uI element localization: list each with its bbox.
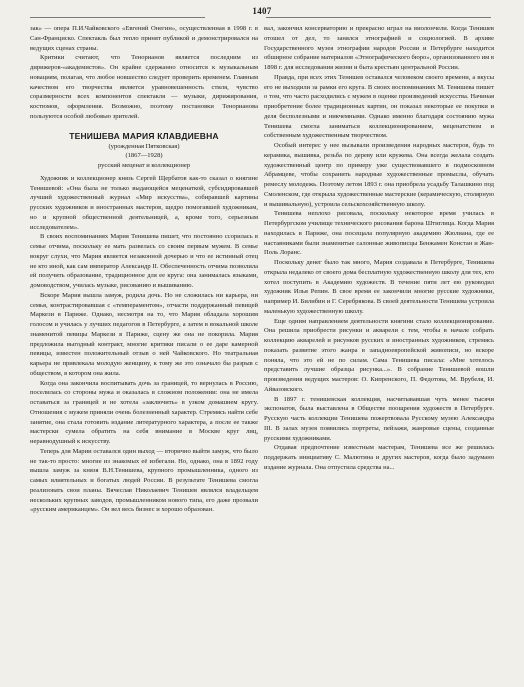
entry-heading [30, 130, 258, 171]
paragraph: Критики считают, что Тенорианов является последним из дирижеров-«академистов». Он крайне сдержанно относится к музыкальным новациям, полагая, что любое новшество следует проверить временем. Главным качеством его творчества является уравновешенность стиля, чувство соразмерности всех компонентов спектакля — музыки, дирижирования, костюмов, оформления. Возможно, поэтому постановки Тенорианова пользуются особой любовью зрителей. [30, 54, 258, 120]
paragraph: Тенишева неплохо рисовала, поскольку некоторое время училась в Петербургском училище технического рисования барона Штиглица. Когда Мария находилась в Париже, она посещала популярную академию Жюлиана, где ее наставниками были знаменитые салонные живописцы Бенжамен Констан и Жан-Поль Лоранс. [264, 210, 494, 257]
left-column [30, 24, 258, 515]
entry-years: (1867—1928) [125, 152, 163, 160]
paragraph: Особый интерес у нее вызывали произведения народных мастеров, будь то керамика, вышивка, резьба по дереву или кружева. Она всегда желала создать художественный центр по примеру уже существовавшего в подмосковном Абрамцеве, чтобы сохранить народные художественные промыслы, обучать ремеслу молодежь. Поэтому летом 1893 г. она приобрела усадьбу Талашкино под Смоленском, где открыла художественные мастерские (керамическую, столярную и вышивальную), устроила сельскохозяйственную школу. [264, 142, 494, 208]
paragraph: Теперь для Марии оставался один выход — вторично выйти замуж, что было не так-то просто: многие из знакомых её избегали. Но, однако, она в 1892 году вышла замуж за князя В.Н.Тенишева, крупного промышленника, одного из самых влиятельных и богатых людей России. В результате Тенишева смогла реализовать свои планы. Вячеслав Николаевич Тенишев являлся владельцем нескольких крупных заводов, промышленником нового типа, его даже прозвали «русским американцем». Он вел весь бизнес и хорошо образован. [30, 447, 258, 514]
right-column [264, 24, 494, 473]
header-rule-left [30, 17, 205, 18]
entry-name: ТЕНИШЕВА МАРИЯ КЛАВДИЕВНА [69, 130, 219, 141]
paragraph: вал, закончил консерваторию и прекрасно играл на виолончели. Когда Тенишев отошел от дел, то занялся этнографией и социологией. В архиве Государственного музея этнографии народов России и Петербурге находится обширное собрание материалов «Этнографического бюро», организованного им в 1898 г. для исследования жизни и быта крестьян центральной России. [264, 25, 494, 71]
paragraph: Отдавая предпочтение известным мастерам, Тенишева все же решилась поддержать инициативу С. Малютина и других мастеров, когда было задумано издание журнала. Она отпустила средства на... [264, 444, 494, 471]
header-rule-right [266, 17, 491, 18]
page-number: 1407 [252, 6, 272, 16]
paragraph: зак» — опера П.И.Чайковского «Евгений Онегин», осуществленная в 1998 г. в Сан-Франциско. Спектакль был тепло принят публикой и демонстрировался на ведущих сценах страны. [30, 25, 258, 52]
paragraph: В 1897 г. тенишевская коллекция, насчитывавшая чуть менее тысячи экспонатов, была выставлена в Обществе поощрения художеств в Петербурге. Русскую часть коллекции Тенишева пожертвовала Русскому музею Александра III. В залах музея появились портреты, пейзажи, жанровые сцены, созданные русскими художниками. [264, 395, 494, 442]
paragraph: Правда, при всех этих Тенишев оставался человеком своего времени, а вкусы его не выходили за рамки его круга. В своих воспоминаниях М. Тенишева пишет о том, что часто расходились с мужем в оценке произведений искусства. Начиная приобретение более традиционных картин, он показал некоторые ее покупки и деля бесполезными и никчемными. Однако именно благодаря состоянию мужа Тенишева смогла заниматься коллекционированием, меценатством и собственным художественным творчеством. [264, 73, 494, 140]
paragraph: В своих воспоминаниях Мария Тенишева пишет, что постоянно ссорилась в семье отчима, поскольку ее мать развелась со своим первым мужем. В семье вокруг слухи, что Мария является незаконной дочерью и что ее истинный отец не кто иной, как сам император Александр II. Обеспеченность отчима позволила ей получить образование, традиционное для ее круга: она занималась языками, домоводством, училась музыке, рисованию и вышиванию. [30, 233, 258, 289]
entry-role: русский меценат и коллекционер [97, 162, 191, 169]
paragraph: Поскольку денег было так много, Мария создавала в Петербурге, Тенишева открыла недалеко от своего дома бесплатную художественную школу для тех, кто хотел поступить в Академию художеств. В течение пяти лет ею руководил художник Илья Репин. В свое время ее закончили многие русские художники, например И. Билибин и Г. Серебрякова. В своей деятельности Тенишева устроила маленькую художественную школу. [264, 259, 494, 315]
paragraph: Когда она закончила воспитывать дочь за границей, то вернулась в Россию, поселилась со стороны мужа и оказалась в сложном положении: она не имела оставаться за границей и не хотела «заключить» в узком домашнем кругу. Отношения с мужем приняли очень болезненный характер. Стремясь найти себе занятие, она стала готовить издание литературного характера, а после ее также мастерски сумела обратить на себя внимание в Москве круг лиц, неравнодушный к искусству. [30, 379, 258, 445]
paragraph: Вскоре Мария вышла замуж, родила дочь. Но не сложилась ни карьера, ни семья, контрастировавшая с «темпераментом», отчасти поддержанный певицей Маркези в Париже. Однако, несмотря на то, что Мария обладала хорошим голосом и училась у лучших педагогов в Петербурге, а затем в вокальной школе знаменитой певицы Маркези в Париже, сцену же она не покорила. Мария предложила выгодный контракт, многие критики писали о ее даре камерной певицы, известен положительный отзыв о ней Чайковского. Но театральная карьера не привлекала молодую женщину, к тому же это означало бы разрыв с обществом, в котором она жила. [30, 291, 258, 377]
entry-maiden-name: (урожденная Пятковская) [108, 142, 180, 150]
paragraph: Еще одним направлением деятельности княгини стало коллекционирование. Она решила приобрести рисунки и акварели с тем, чтобы в начале собрать коллекцию акварелей и рисунков русских и иностранных художников, стремясь показать развитие этого жанра в западноевропейской живописи, но вскоре поняла, что это ей не по силам. Сама Тенишева писала: «Мне хотелось представить лучшие образцы рисунка...». В собрание Тенишевой вошли произведения ведущих мастеров: О. Кипренского, П. Федотова, М. Врубеля, И. Айвазовского. [264, 317, 494, 393]
paragraph: Художник и коллекционер князь Сергей Щербатов как-то сказал о княгине Тенишевой: «Она была не только выдающейся меценаткой, субсидировавшей лучший художественный журнал «Мир искусства», собиравшей картины русских художников и иностранных мастеров, щедро помогавшей художникам, но и крупной общественной деятельницей, а, кроме того, серьезным исследователем». [30, 174, 258, 231]
